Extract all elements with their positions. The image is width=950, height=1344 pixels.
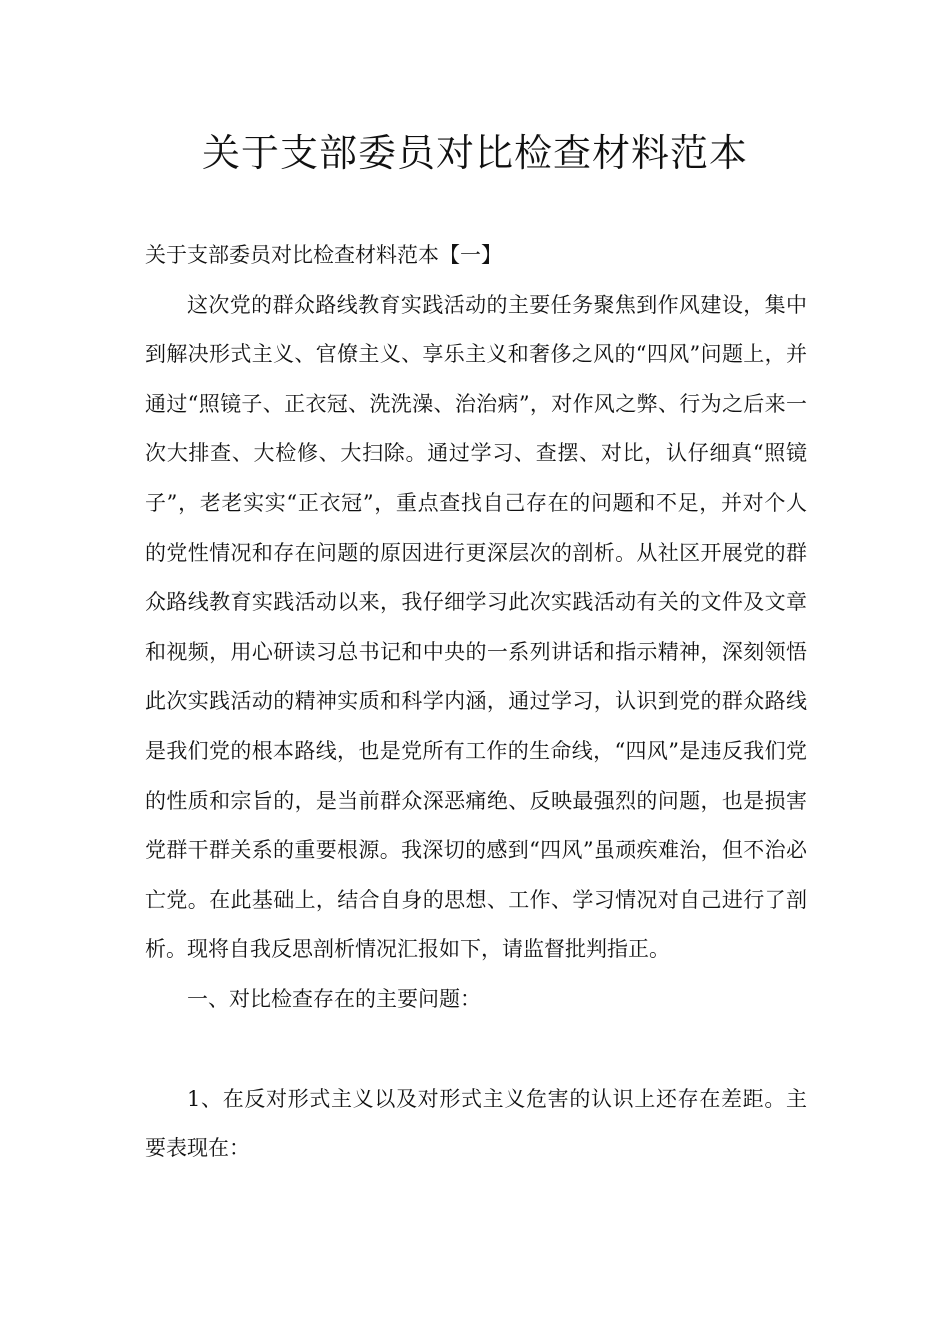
- document-subtitle: 关于支部委员对比检查材料范本【一】: [145, 243, 502, 267]
- paragraph-intro: 这次党的群众路线教育实践活动的主要任务聚焦到作风建设，集中到解决形式主义、官僚主义、享乐主义和奢侈之风的“四风”问题上，并通过“照镜子、正衣冠、洗洗澡、治治病”，对作风之弊、行为之后来一次大排查、大检修、大扫除。通过学习、查摆、对比，认仔细真“照镜子”，老老实实“正衣冠”，重点查找自己存在的问题和不足，并对个人的党性情况和存在问题的原因进行更深层次的剖析。从社区开展党的群众路线教育实践活动以来，我仔细学习此次实践活动有关的文件及文章和视频，用心研读习总书记和中央的一系列讲话和指示精神，深刻领悟此次实践活动的精神实质和科学内涵，通过学习，认识到党的群众路线是我们党的根本路线，也是党所有工作的生命线，“四风”是违反我们党的性质和宗旨的，是当前群众深恶痛绝、反映最强烈的问题，也是损害党群干群关系的重要根源。我深切的感到“四风”虽顽疾难治，但不治必亡党。在此基础上，结合自身的思想、工作、学习情况对自己进行了剖析。现将自我反思剖析情况汇报如下，请监督批判指正。: [145, 292, 807, 962]
- section-heading: 一、对比检查存在的主要问题：: [187, 986, 481, 1011]
- document-title: 关于支部委员对比检查材料范本: [201, 131, 748, 175]
- document-body: [145, 231, 807, 1174]
- paragraph-point-1: 1、在反对形式主义以及对形式主义危害的认识上还存在差距。主要表现在：: [145, 1086, 807, 1161]
